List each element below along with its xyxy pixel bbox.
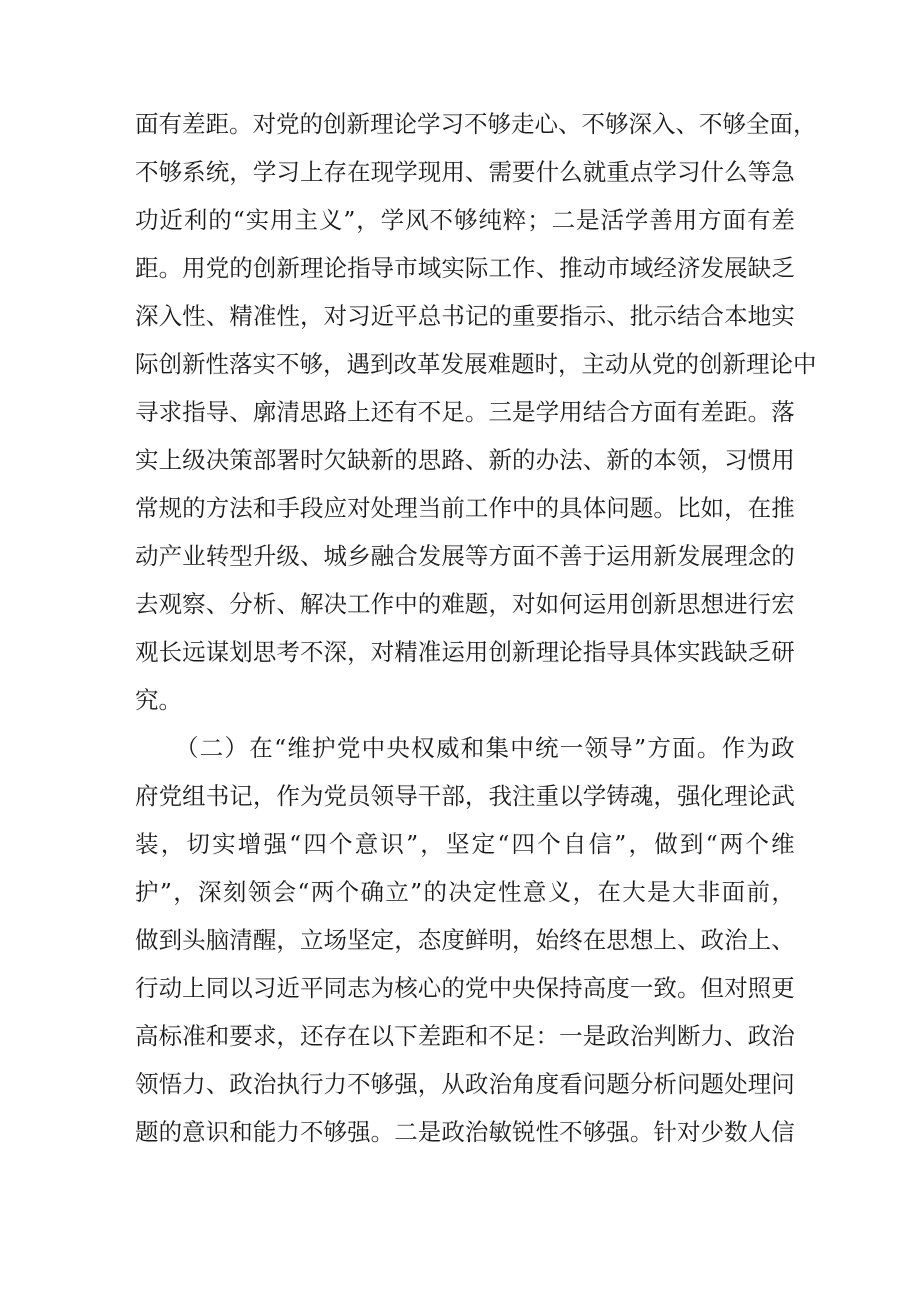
text-line: 行 动 上 同 以 习 近 平 同 志 为 核 心 的 党 中 央 保 持 高 度 一 致 。 但 对 照 更 <box>135 974 795 1002</box>
text-line: 做 到 头 脑 清 醒 ， 立 场 坚 定 ， 态 度 鲜 明 ， 始 终 在 思 想 上 、 政 治 上 、 <box>135 926 795 954</box>
paragraph-2 <box>135 724 795 1156</box>
text-line: 去 观 察 、 分 析 、 解 决 工 作 中 的 难 题 ， 对 如 何 运 用 创 新 思 想 进 行 宏 <box>135 590 795 618</box>
text-line: 常 规 的 方 法 和 手 段 应 对 处 理 当 前 工 作 中 的 具 体 问 题 。 比 如 ， 在 推 <box>135 494 795 522</box>
text-line: 府 党 组 书 记 ， 作 为 党 员 领 导 干 部 ， 我 注 重 以 学 铸 魂 ， 强 化 理 论 武 <box>135 782 795 810</box>
document-body <box>135 100 817 1156</box>
text-line: 护 ” ， 深 刻 领 会 “ 两 个 确 立 ” 的 决 定 性 意 义 ， 在 大 是 大 非 面 前 ， <box>135 878 795 906</box>
text-line: 功 近 利 的 “ 实 用 主 义 ” ， 学 风 不 够 纯 粹 ； 二 是 活 学 善 用 方 面 有 差 <box>135 206 795 234</box>
text-line: 距 。 用 党 的 创 新 理 论 指 导 市 域 实 际 工 作 、 推 动 市 域 经 济 发 展 缺 乏 <box>135 254 795 282</box>
text-line: 题 的 意 识 和 能 力 不 够 强 。 二 是 政 治 敏 锐 性 不 够 强 。 针 对 少 数 人 信 <box>135 1118 795 1146</box>
text-line: （ 二 ） 在 “ 维 护 党 中 央 权 威 和 集 中 统 一 领 导 ” 方 面 。 作 为 政 <box>175 734 795 762</box>
text-line: 究 。 <box>135 686 182 714</box>
text-line: 深 入 性 、 精 准 性 ， 对 习 近 平 总 书 记 的 重 要 指 示 、 批 示 结 合 本 地 实 <box>135 302 795 330</box>
text-line: 动 产 业 转 型 升 级 、 城 乡 融 合 发 展 等 方 面 不 善 于 运 用 新 发 展 理 念 的 <box>135 542 795 570</box>
text-line: 际 创 新 性 落 实 不 够 ， 遇 到 改 革 发 展 难 题 时 ， 主 动 从 党 的 创 新 理 论 中 <box>135 350 817 378</box>
text-line: 观 长 远 谋 划 思 考 不 深 ， 对 精 准 运 用 创 新 理 论 指 导 具 体 实 践 缺 乏 研 <box>135 638 795 666</box>
text-line: 领 悟 力 、 政 治 执 行 力 不 够 强 ， 从 政 治 角 度 看 问 题 分 析 问 题 处 理 问 <box>135 1070 795 1098</box>
text-line: 高 标 准 和 要 求 ， 还 存 在 以 下 差 距 和 不 足 ： 一 是 政 治 判 断 力 、 政 治 <box>135 1022 795 1050</box>
text-line: 寻 求 指 导 、 廓 清 思 路 上 还 有 不 足 。 三 是 学 用 结 合 方 面 有 差 距 。 落 <box>135 398 795 426</box>
text-line: 面 有 差 距 。 对 党 的 创 新 理 论 学 习 不 够 走 心 、 不 够 深 入 、 不 够 全 面 ， <box>135 110 817 138</box>
paragraph-1 <box>135 100 817 724</box>
text-line: 实 上 级 决 策 部 署 时 欠 缺 新 的 思 路 、 新 的 办 法 、 新 的 本 领 ， 习 惯 用 <box>135 446 795 474</box>
text-line: 不 够 系 统 ， 学 习 上 存 在 现 学 现 用 、 需 要 什 么 就 重 点 学 习 什 么 等 急 <box>135 158 795 186</box>
text-line: 装 ， 切 实 增 强 “ 四 个 意 识 ” ， 坚 定 “ 四 个 自 信 ” ， 做 到 “ 两 个 维 <box>135 830 795 858</box>
